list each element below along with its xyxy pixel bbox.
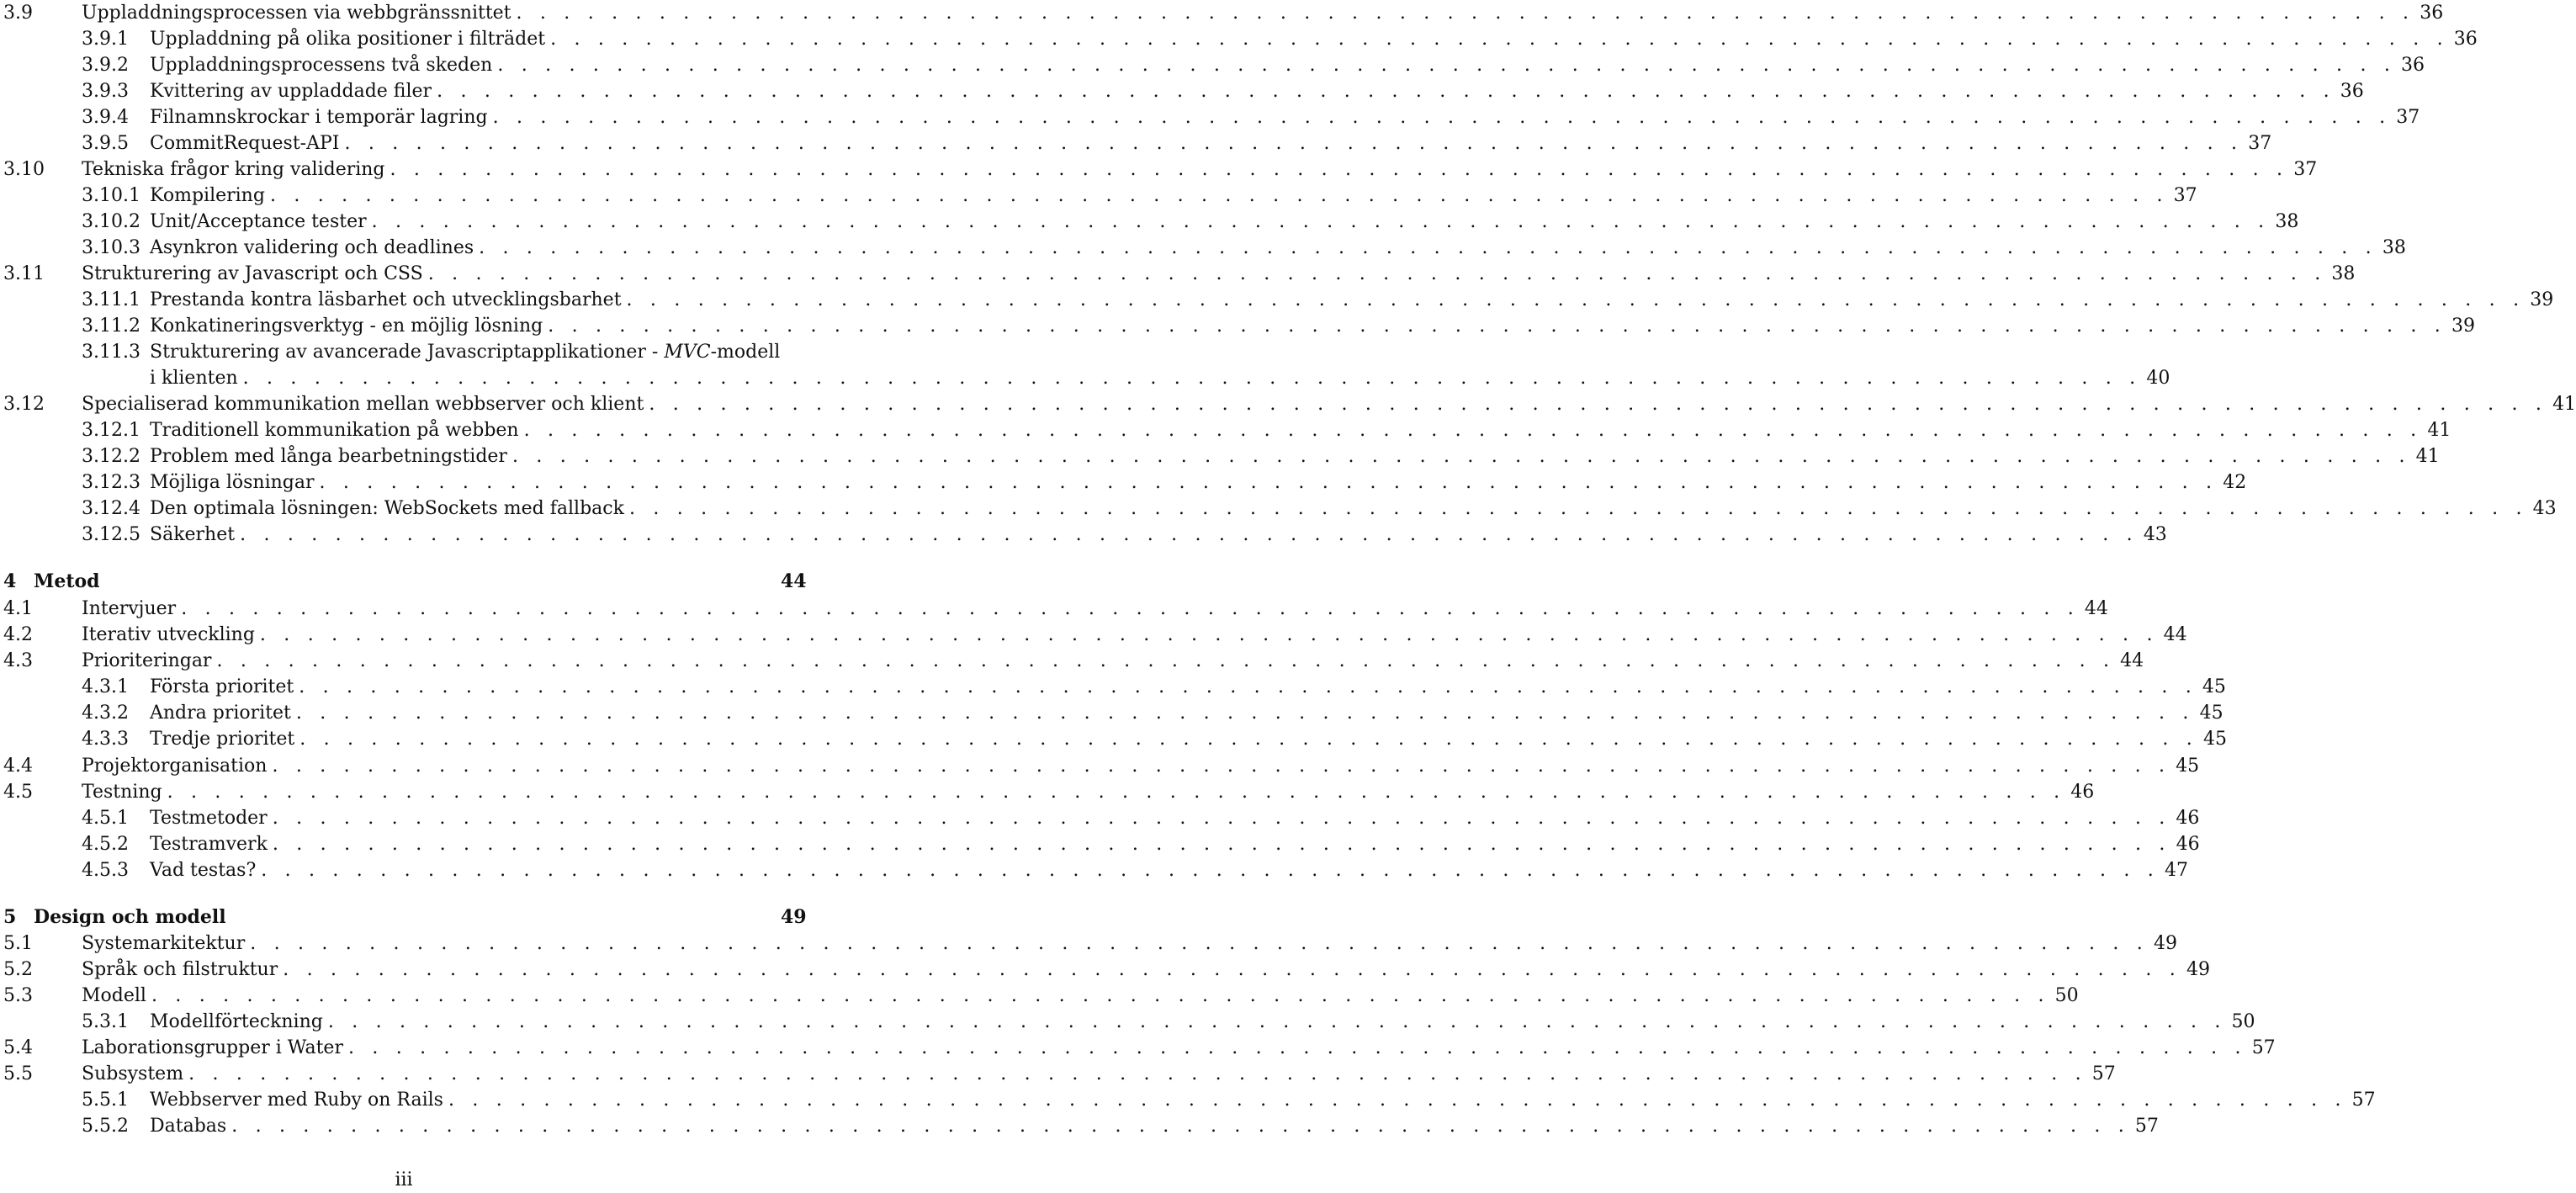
toc-entry-line (82, 648, 2144, 674)
toc-dot-leader: . . . . . . . . . . . . . . . . . . . . . . . . . . . . . . . . . . . . . . . . . . . . . . . . . . . . . . . . . . . . . . . . . . . . . . . . . . . . . . . . (371, 211, 2271, 232)
toc-section[interactable] (0, 983, 2079, 1009)
toc-dot-leader: . . . . . . . . . . . . . . . . . . . . . . . . . . . . . . . . . . . . . . . . . . . . . . . . . . . . . . . . . . . . . . . . . . . . . . . . . . . . . . . . (231, 1116, 2130, 1137)
toc-dot-leader: . . . . . . . . . . . . . . . . . . . . . . . . . . . . . . . . . . . . . . . . . . . . . . . . . . . . . . . . . . . . . . . . . . . . . . . . . . . . . . . . (548, 315, 2446, 337)
toc-entry-number: 5 (3, 906, 17, 928)
toc-page-number: 44 (2163, 624, 2187, 645)
toc-dot-leader: . . . . . . . . . . . . . . . . . . . . . . . . . . . . . . . . . . . . . . . . . . . . . . . . . . . . . . . . . . . . . . . . . . . . . . . . . . . . . . . . (299, 676, 2197, 697)
toc-entry-title-text: Språk och filstruktur (82, 959, 278, 980)
toc-subsection[interactable] (0, 209, 2299, 235)
toc-entry-number: 3.12.4 (82, 498, 140, 519)
toc-dot-leader: . . . . . . . . . . . . . . . . . . . . . . . . . . . . . . . . . . . . . . . . . . . . . . . . . . . . . . . . . . . . . . . . . . . . . . . . . . . . . . . . (497, 55, 2397, 76)
toc-entry-number: 5.5.1 (82, 1090, 129, 1111)
toc-subsection[interactable] (0, 831, 2200, 857)
toc-dot-leader: . . . . . . . . . . . . . . . . . . . . . . . . . . . . . . . . . . . . . . . . . . . . . . . . . . . . . . . . . . . . . . . . . . . . . . . . . . . . . . . . (250, 933, 2149, 954)
toc-page-number: 43 (2143, 524, 2167, 545)
toc-page-number: 38 (2382, 237, 2406, 258)
toc-page-number: 45 (2176, 756, 2200, 777)
toc-entry-line (150, 104, 2420, 130)
toc-page-number: 44 (781, 570, 807, 592)
toc-entry-title (82, 261, 428, 287)
toc-entry-title-text: Testning (82, 782, 162, 803)
toc-entry-line (150, 674, 2226, 700)
toc-entry-line (150, 339, 806, 365)
toc-entry-title-text: Testmetoder (150, 808, 268, 829)
toc-entry-title-text: Uppladdningsprocessen via webbgränssnittet (82, 3, 511, 24)
toc-entry-number: 3.9.2 (82, 55, 129, 76)
toc-page-number: 36 (2420, 3, 2444, 24)
toc-subsection[interactable] (0, 1087, 2376, 1113)
toc-section[interactable] (0, 779, 2095, 805)
toc-entry-line (82, 1035, 2276, 1061)
toc-entry-line (82, 753, 2200, 779)
toc-entry-number: 4.2 (3, 624, 33, 645)
toc-subsection[interactable] (0, 287, 2554, 313)
toc-entry-title (150, 313, 548, 339)
toc-page-number: 37 (2293, 159, 2318, 180)
toc-entry-line (82, 0, 2444, 26)
toc-entry-title-text: Databas (150, 1116, 227, 1137)
toc-section[interactable] (0, 957, 2210, 983)
toc-dot-leader: . . . . . . . . . . . . . . . . . . . . . . . . . . . . . . . . . . . . . . . . . . . . . . . . . . . . . . . . . . . . . . . . . . . . . . . . . . . . . . . . (261, 860, 2160, 881)
toc-entry-title (150, 674, 299, 700)
toc-page-number: 57 (2251, 1037, 2276, 1058)
toc-entry-title-text: Laborationsgrupper i Water (82, 1037, 343, 1058)
toc-entry-title-text: Prioriteringar (82, 650, 212, 671)
toc-page-number: 44 (2120, 650, 2144, 671)
toc-entry-title-text: Säkerhet (150, 524, 236, 545)
toc-entry-line (150, 443, 2440, 469)
toc-entry-title (82, 779, 167, 805)
toc-entry-number: 5.2 (3, 959, 33, 980)
toc-entry-number: 4.3.2 (82, 703, 129, 724)
toc-subsection[interactable] (0, 26, 2478, 52)
toc-page-number: 45 (2202, 676, 2226, 697)
toc-subsection[interactable] (0, 339, 806, 365)
toc-entry-number: 5.3.1 (82, 1011, 129, 1032)
toc-dot-leader: . . . . . . . . . . . . . . . . . . . . . . . . . . . . . . . . . . . . . . . . . . . . . . . . . . . . . . . . . . . . . . . . . . . . . . . . . . . . . . . . (188, 1063, 2087, 1084)
toc-entry-title-text: Iterativ utveckling (82, 624, 255, 645)
toc-entry-line (150, 831, 2200, 857)
toc-entry-line (150, 26, 2478, 52)
toc-entry-line (150, 130, 2272, 156)
toc-subsection[interactable] (0, 443, 2440, 469)
toc-entry-title (150, 1009, 328, 1035)
toc-entry-number: 3.11.2 (82, 315, 140, 337)
toc-dot-leader: . . . . . . . . . . . . . . . . . . . . . . . . . . . . . . . . . . . . . . . . . . . . . . . . . . . . . . . . . . . . . . . . . . . . . . . . . . . . . . . . (272, 756, 2171, 777)
toc-entry-title-text: Vad testas? (150, 860, 257, 881)
toc-entry-number: 4.5 (3, 782, 33, 803)
toc-entry-number: 3.9 (3, 3, 33, 24)
toc-entry-title (150, 522, 240, 548)
toc-entry-line (150, 805, 2200, 831)
toc-entry-title-tail: -modell (710, 342, 781, 363)
toc-entry-number: 4.5.1 (82, 808, 129, 829)
toc-subsection[interactable] (0, 1113, 2159, 1139)
toc-section[interactable] (0, 931, 2177, 957)
toc-dot-leader: . . . . . . . . . . . . . . . . . . . . . . . . . . . . . . . . . . . . . . . . . . . . . . . . . . . . . . . . . . . . . . . . . . . . . . . . . . . . . . . . (347, 1037, 2247, 1058)
toc-entry-title-text: i klienten (150, 368, 238, 389)
toc-subsection[interactable] (0, 52, 2425, 78)
toc-entry-number: 5.5.2 (82, 1116, 129, 1137)
toc-entry-title-text: Tredje prioritet (150, 729, 295, 750)
toc-entry-title (150, 1087, 448, 1113)
toc-page-number: 47 (2164, 860, 2188, 881)
toc-chapter[interactable] (0, 569, 806, 595)
toc-entry-title-text: Modell (82, 985, 146, 1006)
toc-page-number: 50 (2054, 985, 2079, 1006)
toc-dot-leader: . . . . . . . . . . . . . . . . . . . . . . . . . . . . . . . . . . . . . . . . . . . . . . . . . . . . . . . . . . . . . . . . . . . . . . . . . . . . . . . . (448, 1090, 2347, 1111)
toc-subsection[interactable] (0, 78, 2364, 104)
toc-page-number: 36 (2340, 81, 2364, 102)
toc-entry-line (82, 1061, 2116, 1087)
toc-entry-number: 3.9.3 (82, 81, 129, 102)
toc-page-number: 46 (2176, 834, 2200, 855)
toc-entry-number: 3.12.2 (82, 446, 140, 467)
toc-dot-leader: . . . . . . . . . . . . . . . . . . . . . . . . . . . . . . . . . . . . . . . . . . . . . . . . . . . . . . . . . . . . . . . . . . . . . . . . . . . . . . . . (151, 985, 2050, 1006)
toc-entry-line (150, 235, 2406, 261)
toc-subsection[interactable] (0, 365, 2171, 391)
toc-entry-title (82, 596, 181, 622)
toc-entry-number: 4.5.2 (82, 834, 129, 855)
toc-entry-title (150, 443, 512, 469)
toc-subsection[interactable] (0, 726, 2227, 752)
toc-entry-line (150, 700, 2224, 726)
toc-entry-line (150, 365, 2171, 391)
toc-page-number: 45 (2202, 729, 2227, 750)
toc-entry-line (82, 391, 2576, 417)
toc-entry-title (150, 496, 629, 522)
toc-entry-title (150, 235, 479, 261)
toc-entry-title-text: Den optimala lösningen: WebSockets med fallback (150, 498, 624, 519)
toc-entry-number: 3.11.1 (82, 289, 140, 310)
toc-entry-title (150, 287, 627, 313)
toc-entry-line (82, 622, 2187, 648)
toc-entry-line (150, 1009, 2255, 1035)
page-number: iii (395, 1169, 413, 1190)
toc-entry-line (150, 1087, 2376, 1113)
toc-subsection[interactable] (0, 496, 2557, 522)
toc-entry-line (82, 156, 2318, 183)
toc-entry-number: 5.3 (3, 985, 33, 1006)
toc-dot-leader: . . . . . . . . . . . . . . . . . . . . . . . . . . . . . . . . . . . . . . . . . . . . . . . . . . . . . . . . . . . . . . . . . . . . . . . . . . . . . . . . (272, 834, 2171, 855)
toc-entry-number: 3.11.3 (82, 342, 140, 363)
toc-entry-number: 3.11 (3, 263, 45, 284)
toc-dot-leader: . . . . . . . . . . . . . . . . . . . . . . . . . . . . . . . . . . . . . . . . . . . . . . . . . . . . . . . . . . . . . . . . . . . . . . . . . . . . . . . . (269, 185, 2169, 206)
toc-entry-title (82, 648, 216, 674)
toc-dot-leader: . . . . . . . . . . . . . . . . . . . . . . . . . . . . . . . . . . . . . . . . . . . . . . . . . . . . . . . . . . . . . . . . . . . . . . . . . . . . . . . . (626, 289, 2526, 310)
toc-dot-leader: . . . . . . . . . . . . . . . . . . . . . . . . . . . . . . . . . . . . . . . . . . . . . . . . . . . . . . . . . . . . . . . . . . . . . . . . . . . . . . . . (240, 524, 2139, 545)
toc-entry-line (150, 209, 2299, 235)
toc-dot-leader: . . . . . . . . . . . . . . . . . . . . . . . . . . . . . . . . . . . . . . . . . . . . . . . . . . . . . . . . . . . . . . . . . . . . . . . . . . . . . . . . (492, 107, 2392, 128)
toc-section[interactable] (0, 622, 2187, 648)
toc-subsection[interactable] (0, 313, 2475, 339)
toc-subsection[interactable] (0, 235, 2406, 261)
toc-dot-leader: . . . . . . . . . . . . . . . . . . . . . . . . . . . . . . . . . . . . . . . . . . . . . . . . . . . . . . . . . . . . . . . . . . . . . . . . . . . . . . . . (295, 703, 2195, 724)
toc-entry-title (82, 156, 390, 183)
toc-entry-number: 3.10.3 (82, 237, 140, 258)
toc-entry-number: 4 (3, 570, 17, 592)
toc-dot-leader: . . . . . . . . . . . . . . . . . . . . . . . . . . . . . . . . . . . . . . . . . . . . . . . . . . . . . . . . . . . . . . . . . . . . . . . . . . . . . . . . (516, 3, 2415, 24)
toc-page-number: 50 (2231, 1011, 2255, 1032)
toc-entry-line (82, 261, 2356, 287)
toc-entry-title (150, 52, 497, 78)
toc-entry-title (150, 700, 296, 726)
toc-section[interactable] (0, 1061, 2116, 1087)
toc-entry-title (82, 0, 517, 26)
toc-section[interactable] (0, 261, 2356, 287)
toc-entry-title (150, 805, 273, 831)
toc-entry-title (150, 1113, 231, 1139)
toc-entry-line (150, 857, 2188, 883)
toc-entry-title-text: Tekniska frågor kring validering (82, 159, 385, 180)
toc-entry-number: 3.12.1 (82, 420, 140, 441)
toc-page-number: 49 (2186, 959, 2210, 980)
toc-subsection[interactable] (0, 469, 2247, 496)
toc-page-number: 57 (2351, 1090, 2376, 1111)
toc-entry-title-text: Systemarkitektur (82, 933, 246, 954)
toc-entry-title (150, 417, 524, 443)
toc-subsection[interactable] (0, 857, 2188, 883)
toc-entry-line (34, 569, 806, 595)
toc-page-number: 41 (2415, 446, 2440, 467)
toc-entry-title-text: Asynkron validering och deadlines (150, 237, 474, 258)
toc-dot-leader: . . . . . . . . . . . . . . . . . . . . . . . . . . . . . . . . . . . . . . . . . . . . . . . . . . . . . . . . . . . . . . . . . . . . . . . . . . . . . . . . (216, 650, 2116, 671)
toc-entry-title (82, 931, 250, 957)
toc-entry-title-text: Projektorganisation (82, 756, 268, 777)
toc-entry-line (82, 779, 2095, 805)
toc-entry-title-text: Kvittering av uppladdade filer (150, 81, 432, 102)
toc-dot-leader: . . . . . . . . . . . . . . . . . . . . . . . . . . . . . . . . . . . . . . . . . . . . . . . . . . . . . . . . . . . . . . . . . . . . . . . . . . . . . . . . (283, 959, 2181, 980)
toc-entry-line (34, 904, 806, 931)
toc-entry-title (150, 857, 261, 883)
toc-entry-line (150, 417, 2451, 443)
toc-entry-line (150, 52, 2425, 78)
toc-page-number: 49 (781, 906, 807, 928)
toc-entry-title-text: Specialiserad kommunikation mellan webbserver och klient (82, 394, 644, 415)
toc-subsection[interactable] (0, 417, 2451, 443)
toc-entry-title (150, 209, 372, 235)
toc-entry-title-text: Uppladdning på olika positioner i filträdet (150, 29, 546, 50)
toc-section[interactable] (0, 156, 2318, 183)
toc-entry-title-text: Problem med långa bearbetningstider (150, 446, 507, 467)
toc-entry-number: 4.3.1 (82, 676, 129, 697)
toc-dot-leader: . . . . . . . . . . . . . . . . . . . . . . . . . . . . . . . . . . . . . . . . . . . . . . . . . . . . . . . . . . . . . . . . . . . . . . . . . . . . . . . . (167, 782, 2066, 803)
toc-entry-number: 4.4 (3, 756, 33, 777)
toc-page-number: 37 (2173, 185, 2197, 206)
toc-entry-line (82, 596, 2108, 622)
toc-entry-title (150, 130, 344, 156)
toc-entry-number: 5.1 (3, 933, 33, 954)
toc-entry-title-text: Testramverk (150, 834, 268, 855)
toc-entry-title-text: Kompilering (150, 185, 265, 206)
toc-dot-leader: . . . . . . . . . . . . . . . . . . . . . . . . . . . . . . . . . . . . . . . . . . . . . . . . . . . . . . . . . . . . . . . . . . . . . . . . . . . . . . . . (511, 446, 2411, 467)
toc-page-number: 36 (2401, 55, 2425, 76)
toc-section[interactable] (0, 0, 2444, 26)
toc-page-number: 38 (2275, 211, 2299, 232)
toc-subsection[interactable] (0, 130, 2272, 156)
toc-entry-title (82, 391, 649, 417)
toc-subsection[interactable] (0, 522, 2167, 548)
toc-entry-title (82, 1061, 188, 1087)
toc-entry-number: 4.5.3 (82, 860, 129, 881)
toc-section[interactable] (0, 753, 2200, 779)
toc-dot-leader: . . . . . . . . . . . . . . . . . . . . . . . . . . . . . . . . . . . . . . . . . . . . . . . . . . . . . . . . . . . . . . . . . . . . . . . . . . . . . . . . (550, 29, 2449, 50)
toc-entry-number: 5.4 (3, 1037, 33, 1058)
toc-entry-title (150, 26, 550, 52)
toc-entry-title (150, 183, 270, 209)
toc-entry-title (150, 104, 493, 130)
toc-entry-title-text: Unit/Acceptance tester (150, 211, 367, 232)
toc-page-number: 39 (2530, 289, 2554, 310)
toc-page-number: 45 (2199, 703, 2224, 724)
toc-page-number: 38 (2331, 263, 2356, 284)
toc-entry-title-text: Konkatineringsverktyg - en möjlig lösning (150, 315, 543, 337)
toc-entry-number: 3.10.2 (82, 211, 140, 232)
toc-entry-number: 5.5 (3, 1063, 33, 1084)
toc-entry-title-text: Strukturering av avancerade Javascriptapplikationer - (150, 342, 665, 363)
toc-page-number: 37 (2248, 133, 2272, 154)
toc-subsection[interactable] (0, 805, 2200, 831)
toc-entry-title (34, 569, 105, 595)
toc-section[interactable] (0, 1035, 2276, 1061)
toc-entry-number: 3.9.4 (82, 107, 129, 128)
toc-entry-title (150, 78, 437, 104)
toc-page-number: 46 (2176, 808, 2200, 829)
toc-entry-number: 3.12 (3, 394, 45, 415)
toc-entry-title-text: Andra prioritet (150, 703, 291, 724)
toc-entry-number: 4.1 (3, 598, 33, 619)
toc-dot-leader: . . . . . . . . . . . . . . . . . . . . . . . . . . . . . . . . . . . . . . . . . . . . . . . . . . . . . . . . . . . . . . . . . . . . . . . . . . . . . . . . (299, 729, 2198, 750)
toc-entry-title (34, 904, 231, 931)
toc-dot-leader: . . . . . . . . . . . . . . . . . . . . . . . . . . . . . . . . . . . . . . . . . . . . . . . . . . . . . . . . . . . . . . . . . . . . . . . . . . . . . . . . (649, 394, 2548, 415)
toc-entry-line (82, 983, 2079, 1009)
toc-entry-title-text: Uppladdningsprocessens två skeden (150, 55, 493, 76)
toc-entry-title-text: Webbserver med Ruby on Rails (150, 1090, 443, 1111)
toc-dot-leader: . . . . . . . . . . . . . . . . . . . . . . . . . . . . . . . . . . . . . . . . . . . . . . . . . . . . . . . . . . . . . . . . . . . . . . . . . . . . . . . . (523, 420, 2423, 441)
toc-page-number: 49 (2153, 933, 2177, 954)
toc-page-number: 42 (2223, 472, 2247, 493)
toc-entry-title-text: Prestanda kontra läsbarhet och utvecklingsbarhet (150, 289, 622, 310)
toc-page-number: 43 (2532, 498, 2557, 519)
toc-entry-title (82, 753, 272, 779)
toc-entry-title (150, 726, 299, 752)
toc-entry-title-text: Möjliga lösningar (150, 472, 315, 493)
toc-chapter[interactable] (0, 904, 806, 931)
toc-entry-number: 4.3.3 (82, 729, 129, 750)
toc-entry-title-text: Traditionell kommunikation på webben (150, 420, 519, 441)
toc-entry-line (150, 183, 2197, 209)
toc-subsection[interactable] (0, 700, 2224, 726)
toc-page-number: 36 (2453, 29, 2478, 50)
toc-subsection[interactable] (0, 674, 2226, 700)
toc-dot-leader: . . . . . . . . . . . . . . . . . . . . . . . . . . . . . . . . . . . . . . . . . . . . . . . . . . . . . . . . . . . . . . . . . . . . . . . . . . . . . . . . (319, 472, 2218, 493)
toc-page-number: 57 (2091, 1063, 2116, 1084)
toc-entry-line (150, 78, 2364, 104)
toc-page-number: 41 (2552, 394, 2576, 415)
toc-entry-number: 3.10 (3, 159, 45, 180)
toc-entry-line (150, 1113, 2159, 1139)
toc-dot-leader: . . . . . . . . . . . . . . . . . . . . . . . . . . . . . . . . . . . . . . . . . . . . . . . . . . . . . . . . . . . . . . . . . . . . . . . . . . . . . . . . (327, 1011, 2227, 1032)
toc-entry-title (150, 469, 320, 496)
toc-dot-leader: . . . . . . . . . . . . . . . . . . . . . . . . . . . . . . . . . . . . . . . . . . . . . . . . . . . . . . . . . . . . . . . . . . . . . . . . . . . . . . . . (242, 368, 2142, 389)
toc-entry-title-text: Första prioritet (150, 676, 294, 697)
toc-entry-line (150, 726, 2227, 752)
toc-page-number: 40 (2146, 368, 2171, 389)
toc-entry-title-text: Design och modell (34, 906, 226, 928)
toc-entry-title (150, 339, 785, 365)
toc-entry-title (82, 622, 260, 648)
toc-entry-number: 3.9.5 (82, 133, 129, 154)
toc-entry-title (82, 957, 283, 983)
toc-entry-number: 3.10.1 (82, 185, 140, 206)
toc-entry-title-text: Modellförteckning (150, 1011, 323, 1032)
toc-section[interactable] (0, 596, 2108, 622)
toc-entry-line (150, 287, 2554, 313)
toc-entry-title-text: Metod (34, 570, 100, 592)
toc-dot-leader: . . . . . . . . . . . . . . . . . . . . . . . . . . . . . . . . . . . . . . . . . . . . . . . . . . . . . . . . . . . . . . . . . . . . . . . . . . . . . . . . (344, 133, 2244, 154)
toc-entry-title (150, 365, 243, 391)
toc-entry-line (150, 496, 2557, 522)
toc-page-number: 41 (2427, 420, 2451, 441)
toc-entry-title (150, 831, 273, 857)
toc-entry-line (150, 469, 2247, 496)
toc-dot-leader: . . . . . . . . . . . . . . . . . . . . . . . . . . . . . . . . . . . . . . . . . . . . . . . . . . . . . . . . . . . . . . . . . . . . . . . . . . . . . . . . (427, 263, 2327, 284)
toc-dot-leader: . . . . . . . . . . . . . . . . . . . . . . . . . . . . . . . . . . . . . . . . . . . . . . . . . . . . . . . . . . . . . . . . . . . . . . . . . . . . . . . . (479, 237, 2377, 258)
toc-page-number: 39 (2451, 315, 2475, 337)
toc-entry-line (82, 957, 2210, 983)
toc-dot-leader: . . . . . . . . . . . . . . . . . . . . . . . . . . . . . . . . . . . . . . . . . . . . . . . . . . . . . . . . . . . . . . . . . . . . . . . . . . . . . . . . (259, 624, 2159, 645)
toc-entry-title-emphasis: MVC (664, 342, 711, 363)
toc-dot-leader: . . . . . . . . . . . . . . . . . . . . . . . . . . . . . . . . . . . . . . . . . . . . . . . . . . . . . . . . . . . . . . . . . . . . . . . . . . . . . . . . (437, 81, 2335, 102)
toc-page-number: 44 (2084, 598, 2108, 619)
toc-dot-leader: . . . . . . . . . . . . . . . . . . . . . . . . . . . . . . . . . . . . . . . . . . . . . . . . . . . . . . . . . . . . . . . . . . . . . . . . . . . . . . . . (272, 808, 2171, 829)
toc-entry-title-text: CommitRequest-API (150, 133, 340, 154)
toc-entry-number: 4.3 (3, 650, 33, 671)
toc-entry-line (150, 522, 2167, 548)
toc-subsection[interactable] (0, 1009, 2255, 1035)
toc-entry-line (150, 313, 2475, 339)
toc-entry-title-text: Subsystem (82, 1063, 184, 1084)
toc-subsection[interactable] (0, 104, 2420, 130)
toc-page-number: 57 (2134, 1116, 2159, 1137)
toc-dot-leader: . . . . . . . . . . . . . . . . . . . . . . . . . . . . . . . . . . . . . . . . . . . . . . . . . . . . . . . . . . . . . . . . . . . . . . . . . . . . . . . . (181, 598, 2080, 619)
toc-entry-title (82, 983, 151, 1009)
toc-subsection[interactable] (0, 183, 2197, 209)
toc-page-number: 37 (2396, 107, 2420, 128)
toc-dot-leader: . . . . . . . . . . . . . . . . . . . . . . . . . . . . . . . . . . . . . . . . . . . . . . . . . . . . . . . . . . . . . . . . . . . . . . . . . . . . . . . . (628, 498, 2528, 519)
toc-section[interactable] (0, 648, 2144, 674)
toc-entry-number: 3.12.3 (82, 472, 140, 493)
toc-entry-title-text: Intervjuer (82, 598, 177, 619)
toc-entry-title-text: Strukturering av Javascript och CSS (82, 263, 423, 284)
toc-entry-title (82, 1035, 348, 1061)
toc-entry-title-text: Filnamnskrockar i temporär lagring (150, 107, 488, 128)
toc-page-number: 46 (2070, 782, 2095, 803)
toc-entry-line (82, 931, 2177, 957)
toc-entry-number: 3.12.5 (82, 524, 140, 545)
toc-entry-number: 3.9.1 (82, 29, 129, 50)
toc-dot-leader: . . . . . . . . . . . . . . . . . . . . . . . . . . . . . . . . . . . . . . . . . . . . . . . . . . . . . . . . . . . . . . . . . . . . . . . . . . . . . . . . (390, 159, 2289, 180)
toc-section[interactable] (0, 391, 2576, 417)
